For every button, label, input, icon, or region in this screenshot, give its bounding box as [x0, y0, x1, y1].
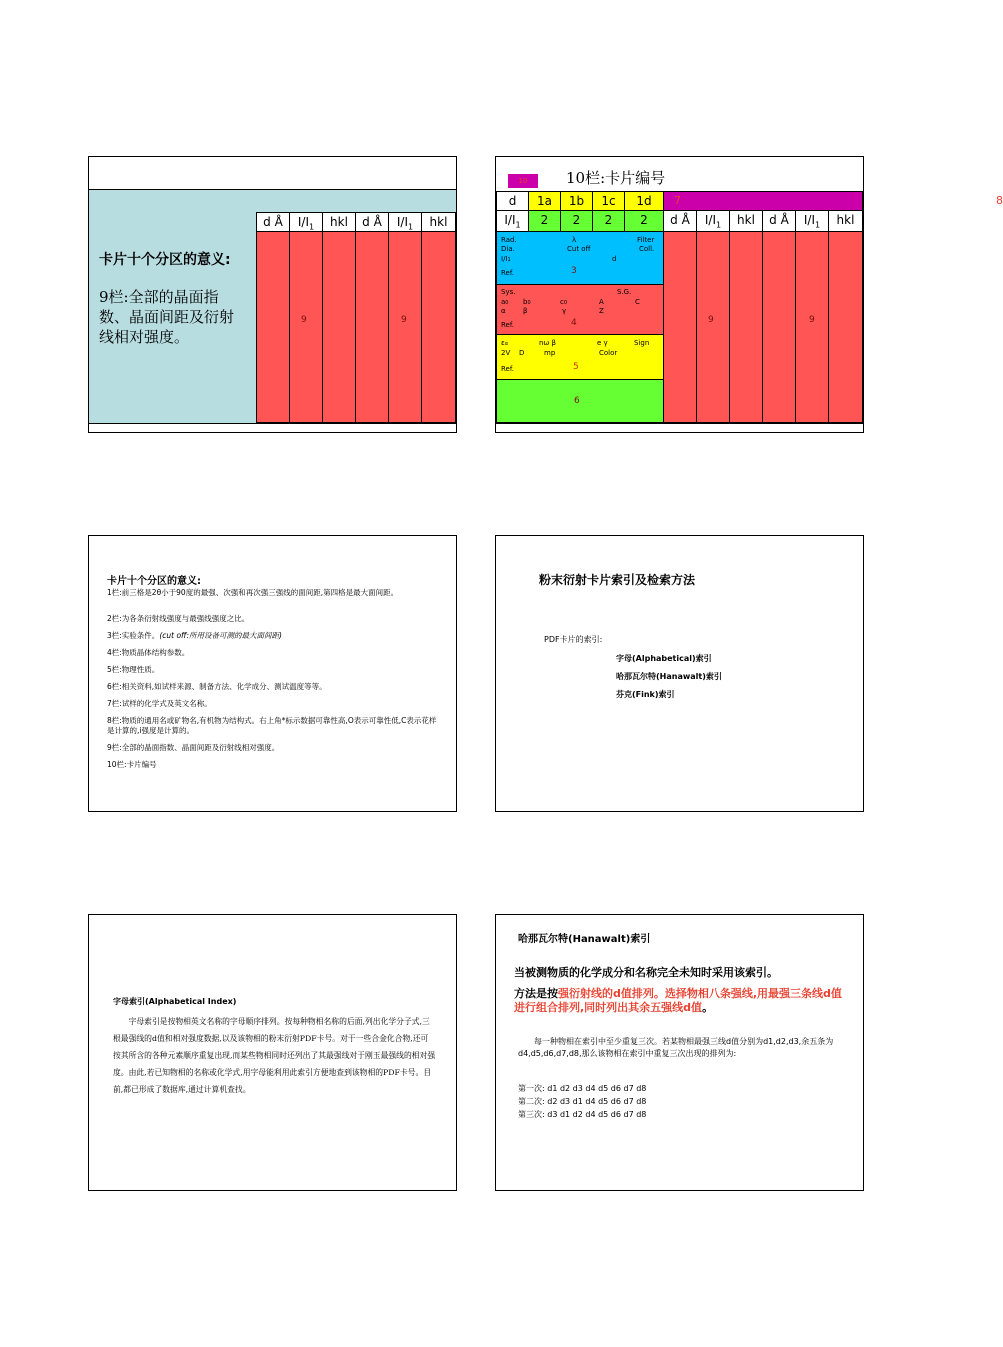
cell-2: 2 [528, 210, 561, 232]
index-hanawalt: 哈那瓦尔特(Hanawalt)索引 [616, 672, 722, 681]
header-d-2: d Å [762, 210, 796, 232]
label-sys: Sys. [501, 288, 516, 296]
cell-d: d [496, 191, 529, 211]
col-label-9: 9 [809, 315, 815, 325]
label-dia: Dia. [501, 245, 515, 253]
cell-2: 2 [592, 210, 625, 232]
list-item: 4栏:物质晶体结构参数。 [107, 648, 190, 657]
slide-header-bar [89, 157, 456, 190]
slide-index-methods [495, 535, 864, 812]
section-6 [496, 379, 664, 423]
header-hkl: hkl [322, 212, 356, 232]
red-column [256, 231, 290, 423]
col-label-9: 9 [401, 315, 407, 325]
label-b0: b0 [523, 298, 531, 306]
label-d: d [612, 255, 617, 263]
section-7-8 [663, 191, 1003, 211]
index-intro: PDF卡片的索引: [544, 635, 603, 644]
header-d: d Å [663, 210, 697, 232]
teal-strip [256, 190, 456, 212]
col-label-9: 9 [708, 315, 714, 325]
header-ii-2: $I/I_1$ [795, 210, 829, 232]
label-rad: Rad. [501, 236, 517, 244]
label-ii: I/I1 [501, 255, 511, 263]
header-hkl: hkl [729, 210, 763, 232]
red-column [421, 231, 456, 423]
col-label-9: 9 [301, 315, 307, 325]
list-item: 5栏:物理性质。 [107, 665, 160, 674]
section-4 [496, 284, 664, 335]
label-lambda: λ [572, 236, 577, 244]
section-number: 6 [574, 396, 580, 406]
slide-section-meanings [88, 535, 457, 812]
slide-title: 字母索引(Alphabetical Index) [113, 997, 237, 1006]
list-item: 2栏:为各条衍射线强度与最强线强度之比。 [107, 614, 250, 623]
section-5 [496, 334, 664, 380]
footer-strip [496, 423, 863, 432]
label-eps: εα [501, 339, 509, 347]
red-column [729, 231, 763, 423]
cell-1c: 1c [592, 191, 625, 211]
section-number: 4 [571, 318, 577, 328]
slide-title: 粉末衍射卡片索引及检索方法 [539, 573, 696, 587]
label-7: 7 [674, 194, 681, 207]
label-coll: Coll. [639, 245, 655, 253]
label-alpha: α [501, 307, 506, 315]
cell-1b: 1b [560, 191, 593, 211]
label-ref: Ref. [501, 365, 515, 373]
cell-2: 2 [624, 210, 664, 232]
red-column [828, 231, 863, 423]
label-sg: S.G. [617, 288, 632, 296]
badge-10: 10 [508, 174, 538, 188]
red-column [289, 231, 323, 423]
label-sign: Sign [634, 339, 650, 347]
usage-line: 当被测物质的化学成分和名称完全未知时采用该索引。 [514, 966, 778, 979]
list-item: 3栏:实验条件。(cut off:所用设备可测的最大面间距) [107, 631, 282, 640]
order-row: 第一次: d1 d2 d3 d4 d5 d6 d7 d8 [518, 1084, 647, 1093]
header-ii: $I/I_1$ [289, 212, 323, 232]
slide-title: 哈那瓦尔特(Hanawalt)索引 [518, 934, 651, 945]
header-d: d Å [256, 212, 290, 232]
label-A: A [599, 298, 604, 306]
label-beta: β [523, 307, 528, 315]
footer-strip [89, 423, 456, 432]
order-row: 第三次: d3 d1 d2 d4 d5 d6 d7 d8 [518, 1110, 647, 1119]
slide-title: 卡片十个分区的意义: [99, 252, 231, 268]
label-Z: Z [599, 307, 604, 315]
cell-1d: 1d [624, 191, 664, 211]
slide-title: 卡片十个分区的意义: [107, 576, 201, 587]
section-number: 5 [573, 362, 579, 372]
list-item: 6栏:相关资料,如试样来源、制备方法、化学成分、测试温度等等。 [107, 682, 327, 691]
section-number: 3 [571, 266, 577, 276]
red-column [696, 231, 730, 423]
slide-alphabetical-index [88, 914, 457, 1191]
repeat-desc: 每一种物相在索引中至少重复三次。若某物相最强三线d值分别为d1,d2,d3,余五条为d4,d5,d6,d7,d8,那么该物相在索引中重复三次出现的排列为: [518, 1037, 834, 1058]
label-8: 8 [996, 194, 1003, 207]
label-nwb: nω β [539, 339, 556, 347]
cell-2: 2 [560, 210, 593, 232]
red-column [795, 231, 829, 423]
red-column [762, 231, 796, 423]
label-eg: e γ [597, 339, 608, 347]
header-d-2: d Å [355, 212, 389, 232]
label-C: C [635, 298, 640, 306]
list-item: 10栏:卡片编号 [107, 760, 157, 769]
red-column [663, 231, 697, 423]
slide-hanawalt-index [495, 914, 864, 1191]
label-gamma: γ [562, 307, 567, 315]
label-D: D [519, 349, 525, 357]
header-ii: $I/I_1$ [696, 210, 730, 232]
cell-ii: $I/I_1$ [496, 210, 529, 232]
slide-card-section-9 [88, 156, 457, 433]
list-item: 8栏:物质的通用名或矿物名,有机物为结构式。右上角*标示数据可靠性高,O表示可靠性低,C表示花样是计算的,i强度是计算的。 [107, 716, 437, 735]
header-hkl-2: hkl [828, 210, 863, 232]
cell-1a: 1a [528, 191, 561, 211]
slide-description: 9栏:全部的晶面指数、晶面间距及衍射线相对强度。 [99, 288, 235, 346]
label-cutoff: Cut off [567, 245, 591, 253]
label-c0: c0 [560, 298, 568, 306]
label-mp: mp [544, 349, 556, 357]
section-3 [496, 231, 664, 285]
list-item: 9栏:全部的晶面指数、晶面间距及衍射线相对强度。 [107, 743, 280, 752]
red-column [355, 231, 389, 423]
slide-title: 10栏:卡片编号 [566, 169, 666, 187]
label-color: Color [599, 349, 618, 357]
method-line: 方法是按强衍射线的d值排列。选择物相八条强线,用最强三条线d值进行组合排列,同时列出其余五强线d值。 [514, 987, 842, 1014]
header-hkl-2: hkl [421, 212, 456, 232]
label-a0: a0 [501, 298, 509, 306]
list-item: 1栏:前三格是2θ小于90度的最强、次强和再次强三强线的面间距,第四格是最大面间距。 [107, 588, 399, 597]
order-row: 第二次: d2 d3 d1 d4 d5 d6 d7 d8 [518, 1097, 647, 1106]
red-column [388, 231, 422, 423]
label-ref: Ref. [501, 321, 515, 329]
red-column [322, 231, 356, 423]
index-alphabetical: 字母(Alphabetical)索引 [616, 654, 712, 663]
list-item: 7栏:试样的化学式及英文名称。 [107, 699, 212, 708]
slide-card-layout [495, 156, 1003, 433]
index-fink: 芬克(Fink)索引 [616, 690, 675, 699]
label-2v: 2V [501, 349, 511, 357]
slide-body: 字母索引是按物相英文名称的字母顺序排列。按每种物相名称的后面,列出化学分子式,三根最强线的d值和相对强度数据,以及该物相的粉末衍射PDF卡号。对于一些合金化合物,还可按其所含的各种元素顺序重复出现,而某些物相同时还列出了其最强线对于刚玉最强线的相对强度。由此,若已知物相的名称或化学式,用字母能利用此索引方便地查到该物相的PDF卡号。目前,都已形成了数据库,通过计算机查找。 [113, 1017, 436, 1094]
label-filter: Filter [637, 236, 655, 244]
header-ii-2: $I/I_1$ [388, 212, 422, 232]
label-ref: Ref. [501, 269, 515, 277]
